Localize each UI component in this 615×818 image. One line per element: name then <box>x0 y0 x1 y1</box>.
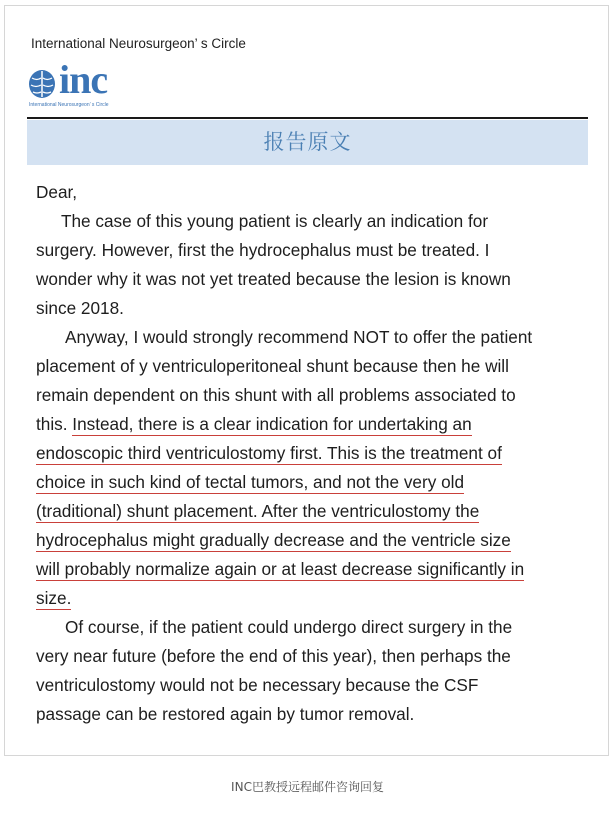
text-line: passage can be restored again by tumor removal. <box>36 704 415 724</box>
image-caption: INC巴教授远程邮件咨询回复 <box>231 780 384 794</box>
letter-card <box>4 5 609 756</box>
text-line: very near future (before the end of this year), then perhaps the <box>36 646 511 666</box>
text-line: since 2018. <box>36 298 124 318</box>
underlined-text: endoscopic third ventriculostomy first. This is the treatment of <box>36 443 502 463</box>
logo-wordmark: inc <box>59 57 108 102</box>
underlined-text: size. <box>36 588 72 608</box>
logo-subtext: International Neurosurgeon’ s Circle <box>29 102 109 108</box>
text-line: The case of this young patient is clearly an indication for <box>61 211 489 231</box>
text-line <box>36 468 592 497</box>
text-line: Of course, if the patient could undergo direct surgery in the <box>65 617 513 637</box>
brain-icon <box>27 68 57 100</box>
header-divider <box>27 117 588 119</box>
text-line: Anyway, I would strongly recommend NOT to offer the patient <box>65 327 533 347</box>
text-line <box>36 497 592 526</box>
text-line: ventriculostomy would not be necessary because the CSF <box>36 675 479 695</box>
banner-title: 报告原文 <box>263 130 352 154</box>
text-line: surgery. However, first the hydrocephalus must be treated. I <box>36 240 490 260</box>
text-line: remain dependent on this shunt with all problems associated to <box>36 385 516 405</box>
inc-logo <box>27 57 137 112</box>
text-line: wonder why it was not yet treated because the lesion is known <box>36 269 511 289</box>
underlined-text: hydrocephalus might gradually decrease and the ventricle size <box>36 530 511 550</box>
text-line <box>36 555 592 584</box>
greeting: Dear, <box>36 182 78 202</box>
text-span: this. <box>36 414 73 434</box>
text-line <box>36 410 592 439</box>
underlined-text: will probably normalize again or at least decrease significantly in <box>36 559 525 579</box>
organization-name: International Neurosurgeon’ s Circle <box>31 36 246 51</box>
text-line <box>36 584 592 613</box>
underlined-text: Instead, there is a clear indication for undertaking an <box>72 414 472 434</box>
text-line <box>36 526 592 555</box>
underlined-text: (traditional) shunt placement. After the ventriculostomy the <box>36 501 480 521</box>
underlined-text: choice in such kind of tectal tumors, and not the very old <box>36 472 465 492</box>
report-banner <box>27 120 588 165</box>
text-line: placement of y ventriculoperitoneal shunt because then he will <box>36 356 509 376</box>
letter-body <box>36 178 592 729</box>
text-line <box>36 439 592 468</box>
